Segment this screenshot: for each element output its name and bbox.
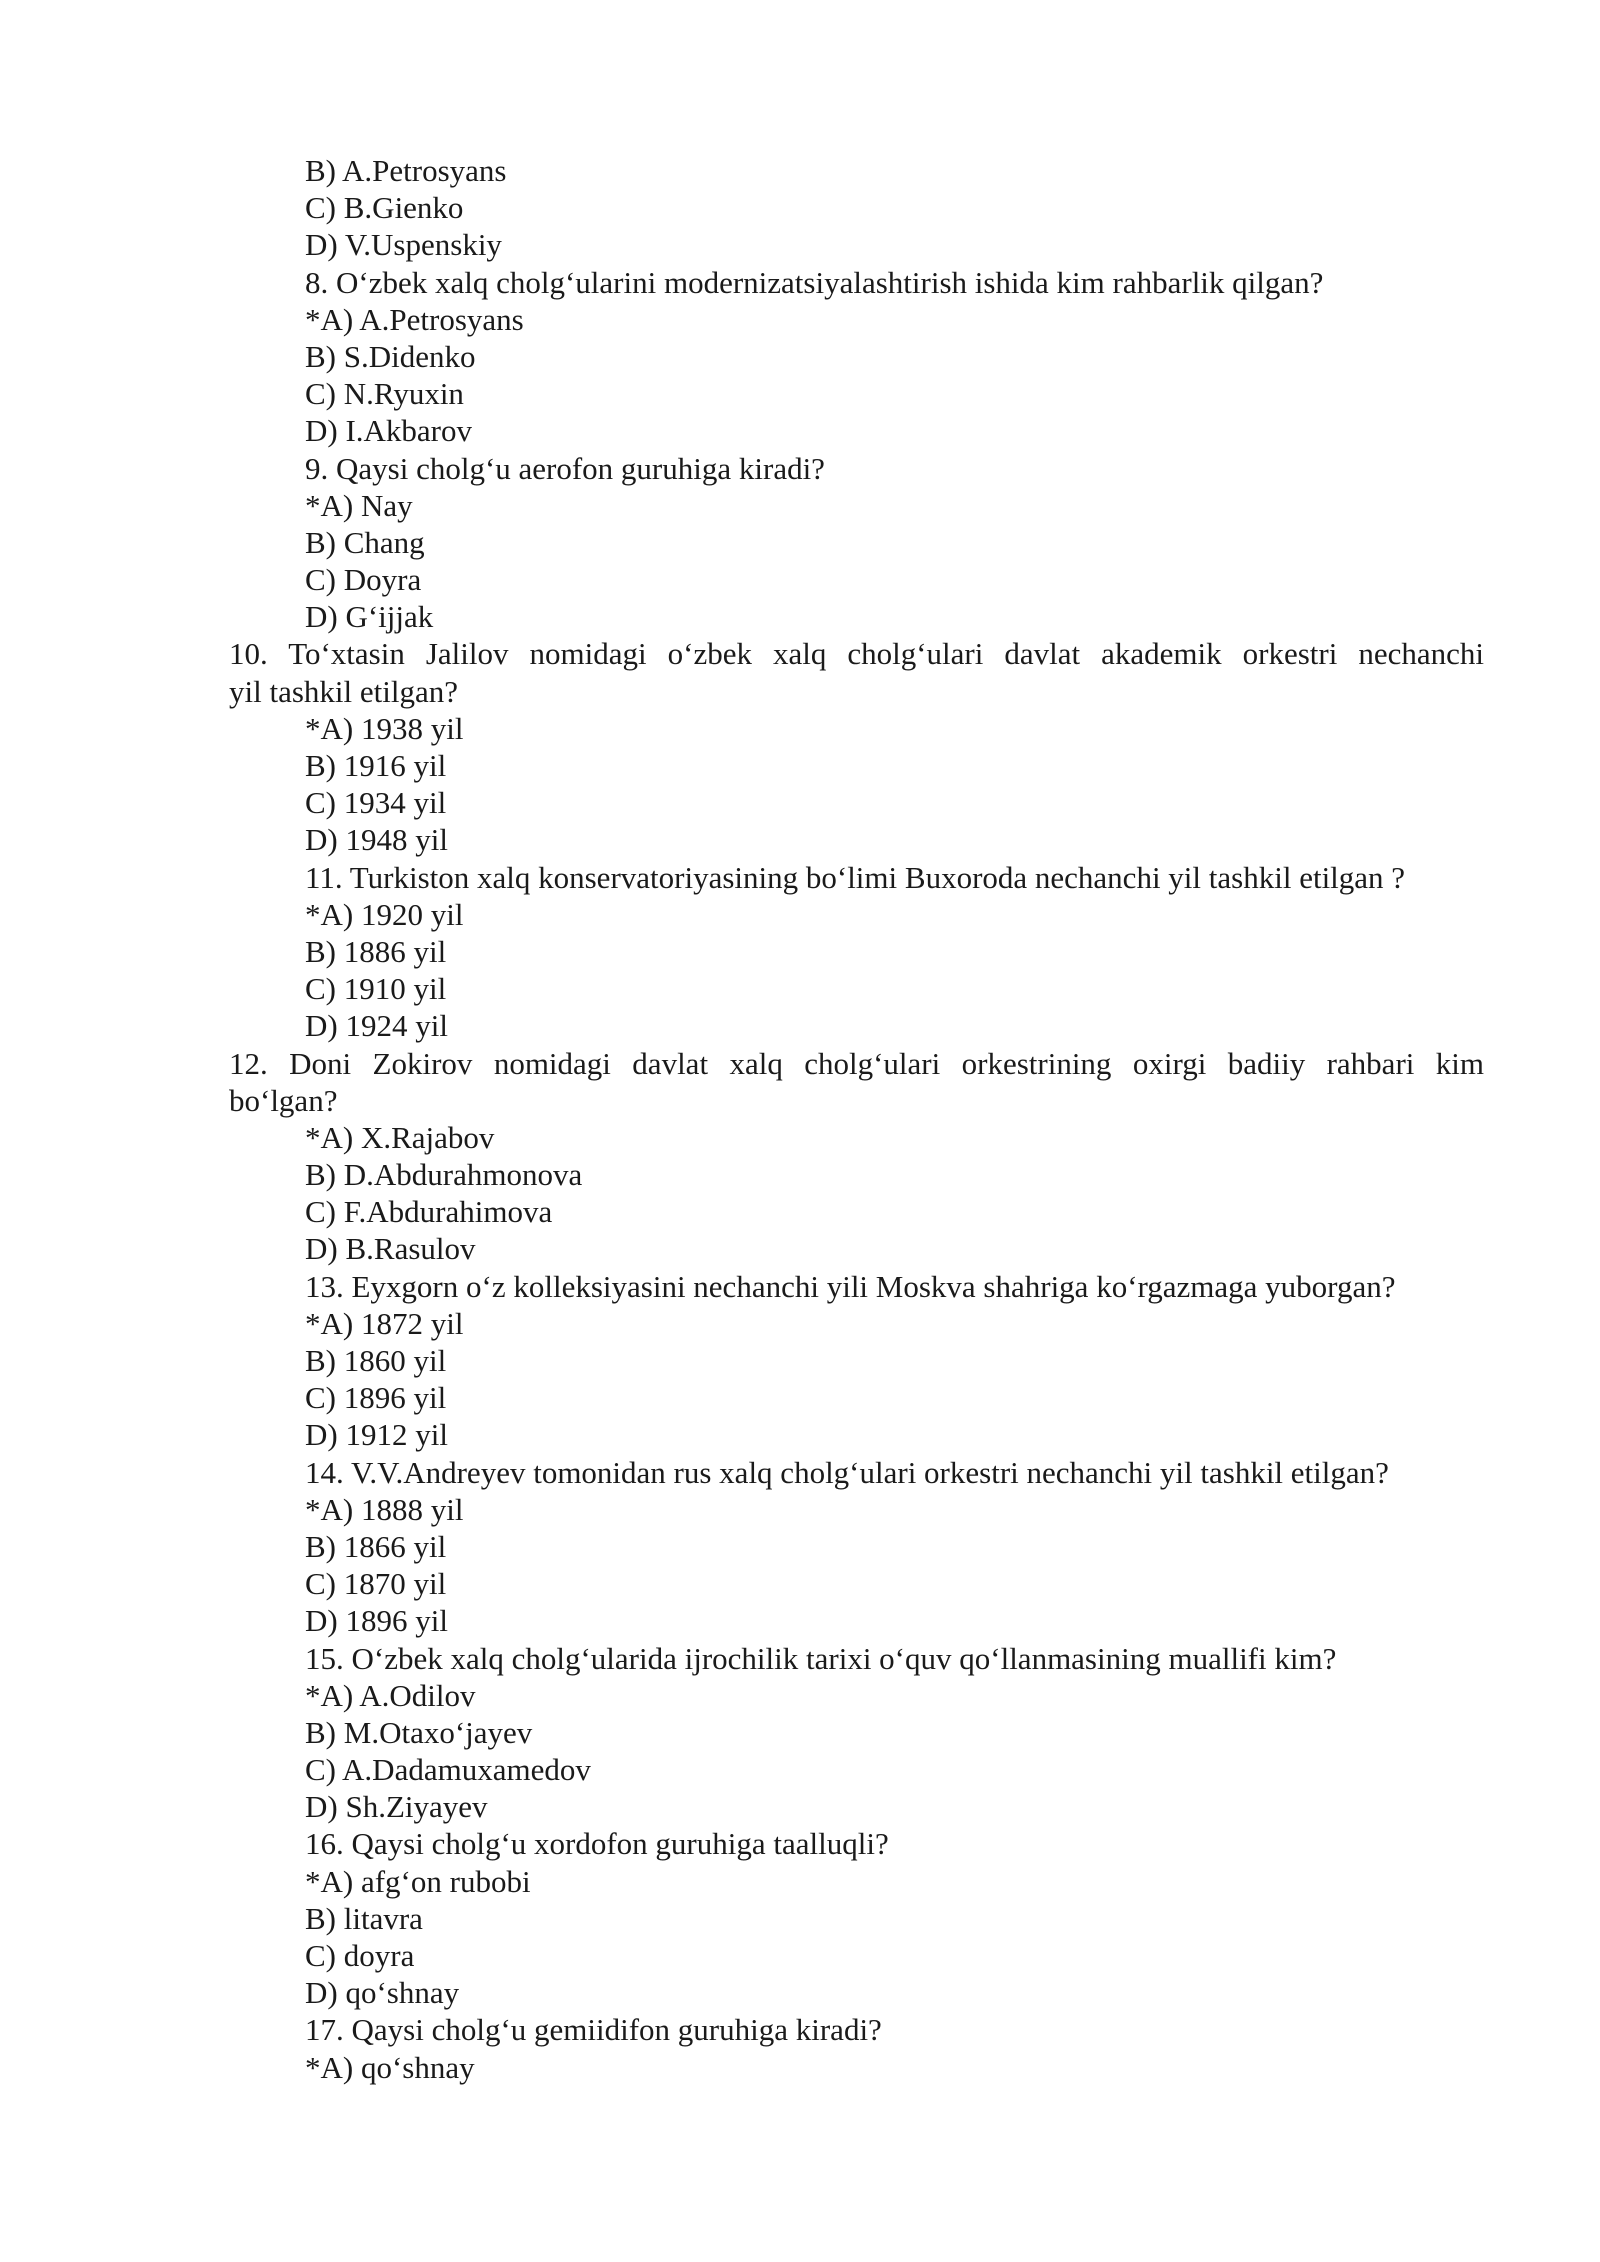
answer-option-line: D) V.Uspenskiy: [305, 227, 502, 263]
answer-option-line: D) 1924 yil: [305, 1008, 448, 1044]
answer-option-line: C) N.Ryuxin: [305, 376, 464, 412]
answer-option-line: B) Chang: [305, 524, 425, 560]
answer-option-line: *A) 1872 yil: [305, 1305, 464, 1341]
answer-option-line: *A) 1938 yil: [305, 710, 464, 746]
answer-option-line: C) 1896 yil: [305, 1380, 447, 1416]
answer-option-line: C) doyra: [305, 1938, 415, 1973]
question-12-line-2: [0, 1082, 1600, 1119]
question-line: 8. O‘zbek xalq cholg‘ularini modernizatsiyalashtirish ishida kim rahbarlik qilgan?: [305, 264, 1324, 300]
question-12-line-1: [229, 1045, 1484, 1082]
text-block-3: [0, 1119, 1600, 2086]
answer-option-line: D) B.Rasulov: [305, 1231, 476, 1267]
question-line: 13. Eyxgorn o‘z kolleksiyasini nechanchi yili Moskva shahriga ko‘rgazmaga yuborgan?: [305, 1268, 1396, 1304]
answer-option-line: C) Doyra: [305, 562, 422, 598]
answer-option-line: D) 1912 yil: [305, 1417, 448, 1453]
question-line: 14. V.V.Andreyev tomonidan rus xalq cholg‘ulari orkestri nechanchi yil tashkil etilgan?: [305, 1454, 1389, 1490]
text-block-2: [0, 710, 1600, 1045]
answer-option-line: C) 1934 yil: [305, 785, 447, 821]
question-10-text-2: yil tashkil etilgan?: [229, 673, 459, 709]
answer-option-line: B) 1866 yil: [305, 1528, 447, 1564]
answer-option-line: B) 1860 yil: [305, 1343, 447, 1378]
answer-option-line: B) 1886 yil: [305, 933, 447, 969]
question-10-line-2: [0, 673, 1600, 710]
answer-option-line: *A) qo‘shnay: [305, 2049, 475, 2085]
answer-option-line: D) qo‘shnay: [305, 1975, 460, 2011]
answer-option-line: B) S.Didenko: [305, 338, 476, 374]
answer-option-line: C) A.Dadamuxamedov: [305, 1752, 591, 1788]
question-12-text-2: bo‘lgan?: [229, 1082, 338, 1118]
answer-option-line: D) 1896 yil: [305, 1603, 448, 1639]
answer-option-line: C) 1910 yil: [305, 971, 447, 1007]
answer-option-line: *A) 1920 yil: [305, 896, 464, 932]
question-10-text-1: 10. To‘xtasin Jalilov nomidagi o‘zbek xalq cholg‘ulari davlat akademik orkestri nechanchi: [229, 636, 1484, 672]
document-page: [0, 152, 1600, 2086]
answer-option-line: C) B.Gienko: [305, 190, 464, 226]
answer-option-line: B) litavra: [305, 1900, 423, 1936]
answer-option-line: B) A.Petrosyans: [305, 153, 507, 188]
answer-option-line: C) 1870 yil: [305, 1566, 447, 1602]
question-10-line-1: [229, 635, 1484, 672]
question-line: 9. Qaysi cholg‘u aerofon guruhiga kiradi?: [305, 450, 825, 486]
answer-option-line: B) 1916 yil: [305, 748, 447, 783]
question-line: 15. O‘zbek xalq cholg‘ularida ijrochilik tarixi o‘quv qo‘llanmasining muallifi kim?: [305, 1640, 1337, 1676]
text-block-1: [0, 152, 1600, 635]
question-12-text-1: 12. Doni Zokirov nomidagi davlat xalq cholg‘ulari orkestrining oxirgi badiiy rahbari kim: [229, 1045, 1484, 1081]
answer-option-line: *A) X.Rajabov: [305, 1119, 495, 1155]
answer-option-line: C) F.Abdurahimova: [305, 1194, 553, 1230]
answer-option-line: *A) Nay: [305, 487, 413, 523]
answer-option-line: D) G‘ijjak: [305, 599, 434, 635]
answer-option-line: B) D.Abdurahmonova: [305, 1157, 583, 1193]
answer-option-line: *A) A.Petrosyans: [305, 301, 524, 337]
answer-option-line: *A) A.Odilov: [305, 1677, 476, 1713]
question-line: 16. Qaysi cholg‘u xordofon guruhiga taalluqli?: [305, 1826, 889, 1862]
question-line: 11. Turkiston xalq konservatoriyasining bo‘limi Buxoroda nechanchi yil tashkil etilgan ?: [305, 859, 1406, 895]
question-line: 17. Qaysi cholg‘u gemiidifon guruhiga kiradi?: [305, 2012, 882, 2048]
answer-option-line: D) Sh.Ziyayev: [305, 1789, 488, 1825]
answer-option-line: *A) 1888 yil: [305, 1491, 464, 1527]
answer-option-line: B) M.Otaxo‘jayev: [305, 1714, 533, 1750]
answer-option-line: D) I.Akbarov: [305, 413, 473, 449]
answer-option-line: *A) afg‘on rubobi: [305, 1863, 531, 1899]
answer-option-line: D) 1948 yil: [305, 822, 448, 858]
